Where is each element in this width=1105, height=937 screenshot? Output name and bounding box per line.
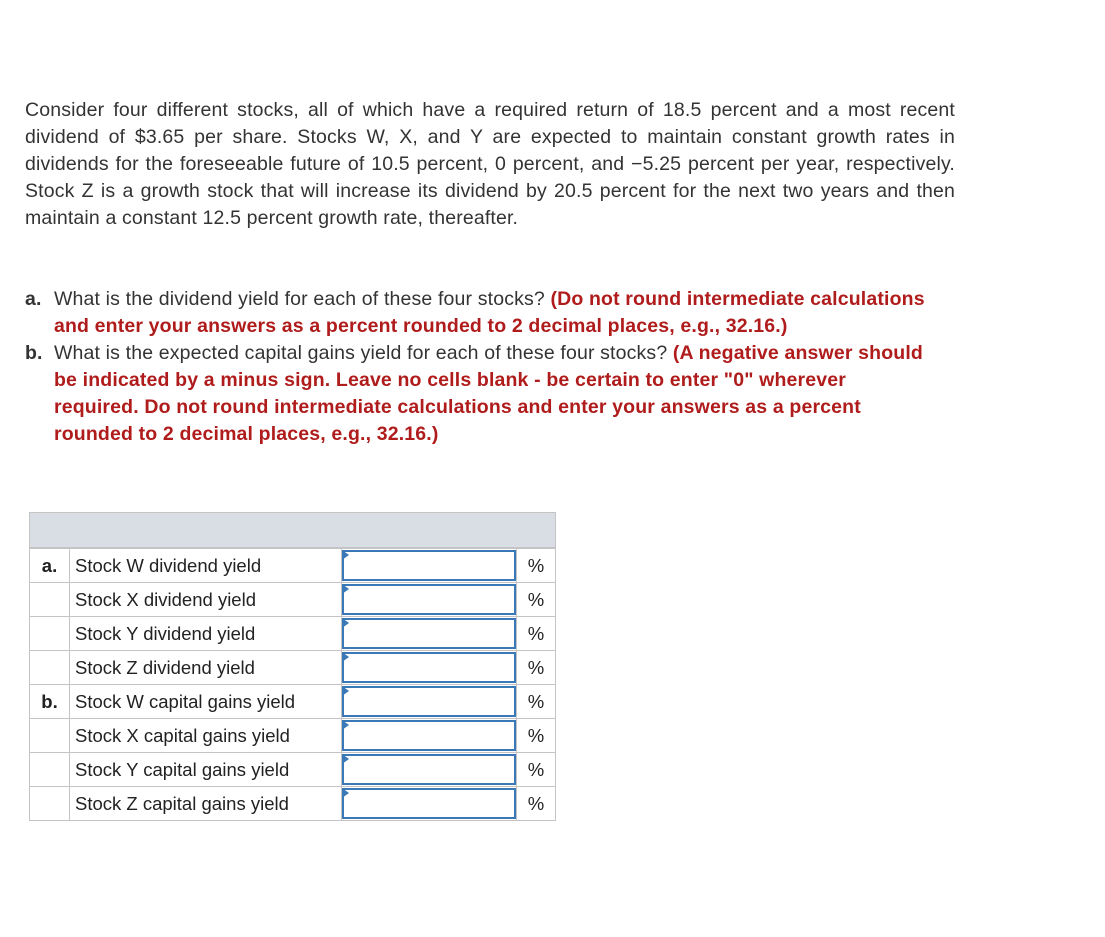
part-b-instruction: (A negative answer should be indicated by a minus sign. Leave no cells blank - be certain to enter "0" wherever required. Do not round intermediate calculations and enter your answers as a percent rounded to 2 decimal places, e.g., 32.16.)	[54, 342, 923, 445]
part-a-text: What is the dividend yield for each of these four stocks?	[54, 288, 545, 310]
part-b-text: What is the expected capital gains yield for each of these four stocks?	[54, 342, 668, 364]
row-letter	[30, 617, 70, 651]
row-label: Stock Y capital gains yield	[70, 753, 342, 787]
table-row	[30, 787, 556, 821]
stock-x-capital-gains-yield-input[interactable]	[342, 720, 516, 751]
row-label: Stock Y dividend yield	[70, 617, 342, 651]
row-letter	[30, 719, 70, 753]
row-letter	[30, 787, 70, 821]
question-parts	[25, 286, 925, 448]
row-label: Stock X dividend yield	[70, 583, 342, 617]
part-a-letter: a.	[25, 288, 42, 310]
answer-cell	[342, 787, 517, 821]
answer-cell	[342, 549, 517, 583]
table-header-row	[30, 513, 556, 548]
row-label: Stock Z capital gains yield	[70, 787, 342, 821]
input-marker-icon	[342, 652, 349, 662]
part-a-instruction: (Do not round intermediate calculations and enter your answers as a percent rounded to 2 decimal places, e.g., 32.16.)	[54, 288, 925, 337]
row-label: Stock X capital gains yield	[70, 719, 342, 753]
stock-x-dividend-yield-input[interactable]	[342, 584, 516, 615]
part-b	[25, 340, 925, 448]
percent-unit: %	[517, 753, 556, 787]
answer-cell	[342, 753, 517, 787]
row-label: Stock W dividend yield	[70, 549, 342, 583]
table-header-cell	[30, 513, 556, 548]
table-row	[30, 549, 556, 583]
answer-cell	[342, 617, 517, 651]
input-marker-icon	[342, 754, 349, 764]
percent-unit: %	[517, 787, 556, 821]
table-row	[30, 583, 556, 617]
row-letter: b.	[30, 685, 70, 719]
stock-y-capital-gains-yield-input[interactable]	[342, 754, 516, 785]
input-marker-icon	[342, 686, 349, 696]
table-row	[30, 617, 556, 651]
stock-z-dividend-yield-input[interactable]	[342, 652, 516, 683]
percent-unit: %	[517, 651, 556, 685]
input-marker-icon	[342, 788, 349, 798]
percent-unit: %	[517, 617, 556, 651]
percent-unit: %	[517, 549, 556, 583]
input-marker-icon	[342, 618, 349, 628]
answer-cell	[342, 651, 517, 685]
input-marker-icon	[342, 550, 349, 560]
table-row	[30, 685, 556, 719]
stock-z-capital-gains-yield-input[interactable]	[342, 788, 516, 819]
row-letter: a.	[30, 549, 70, 583]
answer-cell	[342, 583, 517, 617]
stock-w-dividend-yield-input[interactable]	[342, 550, 516, 581]
part-a	[25, 286, 925, 340]
row-label: Stock Z dividend yield	[70, 651, 342, 685]
stock-y-dividend-yield-input[interactable]	[342, 618, 516, 649]
percent-unit: %	[517, 719, 556, 753]
stock-w-capital-gains-yield-input[interactable]	[342, 686, 516, 717]
table-row	[30, 753, 556, 787]
row-letter	[30, 651, 70, 685]
row-letter	[30, 753, 70, 787]
input-marker-icon	[342, 720, 349, 730]
percent-unit: %	[517, 583, 556, 617]
input-marker-icon	[342, 584, 349, 594]
table-row	[30, 719, 556, 753]
table-row	[30, 651, 556, 685]
question-intro: Consider four different stocks, all of which have a required return of 18.5 percent and a most recent dividend of $3.65 per share. Stocks W, X, and Y are expected to maintain constant growth rates in dividends for the foreseeable future of 10.5 percent, 0 percent, and −5.25 percent per year, respectively. Stock Z is a growth stock that will increase its dividend by 20.5 percent for the next two years and then maintain a constant 12.5 percent growth rate, thereafter.	[25, 99, 955, 229]
answer-table	[29, 512, 556, 821]
row-letter	[30, 583, 70, 617]
percent-unit: %	[517, 685, 556, 719]
answer-cell	[342, 685, 517, 719]
part-b-letter: b.	[25, 342, 43, 364]
answer-cell	[342, 719, 517, 753]
row-label: Stock W capital gains yield	[70, 685, 342, 719]
